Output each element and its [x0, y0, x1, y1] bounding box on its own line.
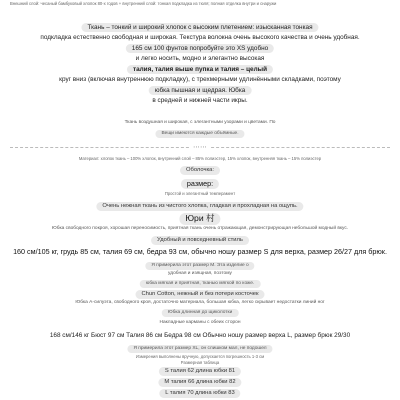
fabric-line-7: юбка пышная и щедрая. Юбка: [149, 86, 252, 95]
model1-try: Я примерила этот размер M. Эта изделие о: [145, 262, 254, 270]
soft-line-1: Ткань воздушная и широкая, с элегантными узорами и цветами. По: [124, 120, 276, 125]
size-row-l: L талия 70 длина юбки 83: [159, 389, 240, 398]
fabric-line-1: Ткань – тонкий и широкий хлопок с высоким плетением: изысканная тонкая: [81, 23, 318, 32]
shell-label: Оболочка:: [180, 166, 220, 175]
size-row-m: M талия 66 длина юбки 82: [158, 378, 241, 387]
size-row-s: S талия 62 длина юбки 81: [159, 367, 241, 376]
model1-measure: 160 см/105 кг, грудь 85 см, талия 69 см, бедра 93 см, обычно ношу размер S для верха, размер 26/27 для брюк.: [13, 247, 387, 256]
skirt-desc: Юбка А-силуэта, свободного кроя, достаточно материала, большая юбка, легко скрывает недостатки линий ног: [75, 300, 325, 305]
waist-note: Накладные карманы с обеих сторон: [159, 320, 241, 325]
fabric-note: Очень нежная ткань из чистого хлопка, гладкая и прохладная на ощупь.: [96, 202, 303, 211]
model1-note: удобная и изящная, поэтому: [168, 271, 232, 276]
fabric-line-4: и легко носить, модно и элегантно высокая: [135, 55, 265, 62]
model1-note2: юбка мягкая и приятная, тканью мягкой по коже.: [140, 280, 261, 288]
section-divider: [10, 143, 390, 151]
fabric-line-6: круг вниз (включая внутреннюю подкладку), с трехмерными удлинёнными складками, поэтому: [59, 76, 341, 83]
fabric-line-3: 165 см 100 фунтов попробуйте это XS удобно: [126, 44, 274, 53]
size-table-title: Размерная таблица: [180, 360, 220, 365]
model-desc: Юбка свободного покроя, хорошая переносимость, приятная ткань очень отражающая, демонстрирующая небольшой модный вкус.: [51, 226, 349, 231]
divider-ornament: ⋯⋯: [189, 143, 211, 151]
cotton-label: Chun Cotton, нежный и без потери косточек: [135, 290, 264, 299]
soft-line-2: Вещи имеются каждые объёмные.: [155, 130, 244, 138]
top-header-text: Внешний слой: чесаный бамбуковый хлопок 80-х годов + внутренний слой: тонкая подкладка из тюля; полная отделка внутри и снаружи: [10, 1, 277, 6]
comfort-label: Удобный и повседневный стиль: [151, 236, 249, 245]
model2-try: Я примерила этот размер XL, он слишком мал, не подошел: [127, 345, 272, 353]
model-name: Юри 村: [179, 213, 220, 225]
skirt-length: Юбка длинная до щиколотки: [162, 309, 239, 317]
model2-measure: 168 см/146 кг Бюст 97 см Талия 86 см Бедра 98 см Обычно ношу размер верха L, размер брюк 29/30: [49, 332, 351, 339]
size-sub: Простой и элегантный темперамент: [164, 191, 236, 196]
fabric-line-5: талия, талия выше пупка и талия – целый: [127, 65, 273, 74]
material-line: Материал: хлопок ткань – 100% хлопок, внутренний слой – 85% полиэстер, 15% хлопок, внутренняя ткань – 15% полиэстер: [78, 156, 322, 161]
fabric-line-8: в средней и нижней части икры.: [152, 97, 248, 104]
size-label: размер:: [181, 179, 219, 189]
fabric-line-2: подкладка естественно свободная и широкая. Текстура волокна очень высокого качества и очень удобная.: [40, 34, 360, 41]
model2-note: Измерения выполнены вручную, допускается погрешность 1-3 см: [135, 354, 265, 359]
